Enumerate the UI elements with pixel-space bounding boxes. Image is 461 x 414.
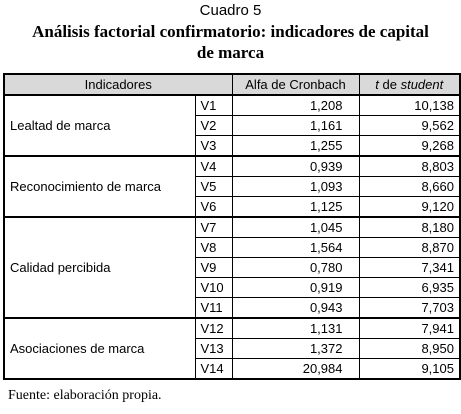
table-row: [4, 318, 460, 339]
table-body: [4, 95, 460, 379]
factor-analysis-table: [3, 73, 461, 380]
t-student-cell: 9,105: [359, 359, 460, 380]
variable-cell: V6: [195, 197, 232, 218]
alfa-cronbach-cell: 1,564: [232, 238, 359, 258]
alfa-cronbach-cell: 0,780: [232, 258, 359, 278]
t-student-cell: 9,268: [359, 136, 460, 157]
header-t-student: [359, 74, 460, 95]
t-student-cell: 10,138: [359, 95, 460, 116]
table-source-note: Fuente: elaboración propia.: [8, 388, 162, 403]
indicator-group-label: Calidad percibida: [4, 217, 195, 318]
alfa-cronbach-cell: 20,984: [232, 359, 359, 380]
alfa-cronbach-cell: 1,255: [232, 136, 359, 157]
alfa-cronbach-cell: 1,045: [232, 217, 359, 238]
alfa-cronbach-cell: 0,943: [232, 298, 359, 319]
header-t-letter: t: [375, 77, 379, 92]
indicator-group-label: Lealtad de marca: [4, 95, 195, 156]
variable-cell: V13: [195, 339, 232, 359]
header-t-de: de: [378, 77, 401, 92]
t-student-cell: 8,950: [359, 339, 460, 359]
table-caption: Cuadro 5: [199, 2, 262, 19]
t-student-cell: 7,341: [359, 258, 460, 278]
table-header-row: [4, 74, 460, 95]
t-student-cell: 6,935: [359, 278, 460, 298]
header-indicadores: Indicadores: [4, 74, 232, 95]
table-row: [4, 156, 460, 177]
t-student-cell: 8,870: [359, 238, 460, 258]
table-title-line-2: de marca: [196, 43, 265, 62]
variable-cell: V1: [195, 95, 232, 116]
alfa-cronbach-cell: 0,939: [232, 156, 359, 177]
variable-cell: V12: [195, 318, 232, 339]
variable-cell: V2: [195, 116, 232, 136]
variable-cell: V9: [195, 258, 232, 278]
table-row: [4, 95, 460, 116]
alfa-cronbach-cell: 1,131: [232, 318, 359, 339]
t-student-cell: 8,180: [359, 217, 460, 238]
table-row: [4, 217, 460, 238]
indicator-group-label: Reconocimiento de marca: [4, 156, 195, 217]
t-student-cell: 8,803: [359, 156, 460, 177]
alfa-cronbach-cell: 1,161: [232, 116, 359, 136]
header-alfa: Alfa de Cronbach: [232, 74, 359, 95]
t-student-cell: 7,703: [359, 298, 460, 319]
alfa-cronbach-cell: 0,919: [232, 278, 359, 298]
t-student-cell: 9,562: [359, 116, 460, 136]
variable-cell: V5: [195, 177, 232, 197]
variable-cell: V11: [195, 298, 232, 319]
variable-cell: V4: [195, 156, 232, 177]
alfa-cronbach-cell: 1,093: [232, 177, 359, 197]
t-student-cell: 9,120: [359, 197, 460, 218]
t-student-cell: 7,941: [359, 318, 460, 339]
variable-cell: V8: [195, 238, 232, 258]
variable-cell: V14: [195, 359, 232, 380]
variable-cell: V3: [195, 136, 232, 157]
header-t-student-word: student: [400, 77, 444, 92]
table-title: [0, 21, 461, 63]
variable-cell: V10: [195, 278, 232, 298]
alfa-cronbach-cell: 1,125: [232, 197, 359, 218]
variable-cell: V7: [195, 217, 232, 238]
t-student-cell: 8,660: [359, 177, 460, 197]
table-title-line-1: Análisis factorial confirmatorio: indicadores de capital: [32, 22, 429, 41]
alfa-cronbach-cell: 1,208: [232, 95, 359, 116]
alfa-cronbach-cell: 1,372: [232, 339, 359, 359]
indicator-group-label: Asociaciones de marca: [4, 318, 195, 379]
